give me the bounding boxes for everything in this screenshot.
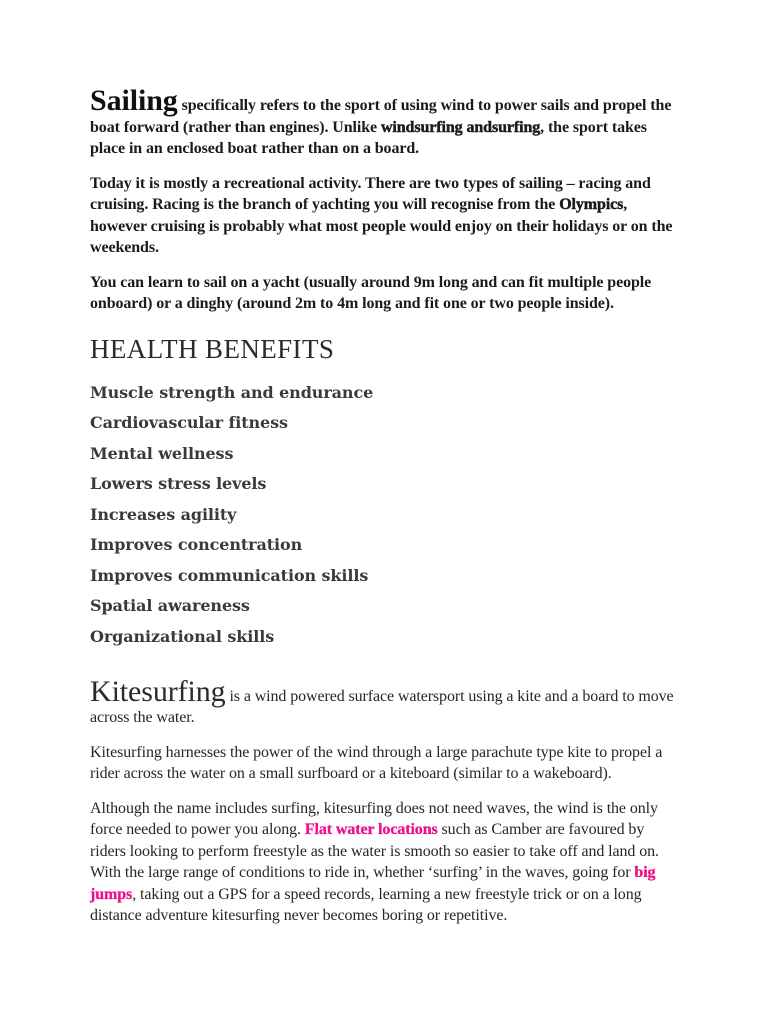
benefit-item: Improves concentration xyxy=(90,535,303,554)
kitesurfing-paragraph-3 xyxy=(90,798,682,927)
text-run: You can learn to sail on a yacht (usually around 9m long and can fit multiple people onboard) or a dinghy (around 2m to 4m long and fit one or two people inside). xyxy=(90,273,652,312)
benefit-item: Organizational skills xyxy=(90,626,275,646)
health-benefits-list xyxy=(90,384,682,645)
text-run: , however cruising is probably what most people would enjoy on their holidays or on the weekends. xyxy=(90,196,673,256)
text-run: , taking out a GPS for a speed records, learning a new freestyle trick or on a long distance adventure kitesurfing never becomes boring or repetitive. xyxy=(90,885,642,924)
benefit-item: Improves communication skills xyxy=(90,565,369,585)
inline-link[interactable]: big jumps xyxy=(90,864,656,903)
strong-text: Olympics xyxy=(559,196,624,213)
benefit-item: Muscle strength and endurance xyxy=(90,382,374,402)
text-run: such as Camber are favoured by riders looking to perform freestyle as the water is smooth so easier to take off and land on. With the large range of conditions to ride in, whether ‘surfing’ in the waves, going for xyxy=(90,821,659,881)
sailing-intro-paragraph xyxy=(90,84,682,160)
sailing-paragraph-2 xyxy=(90,173,682,259)
benefit-item: Increases agility xyxy=(90,504,237,524)
strong-text: windsurfing andsurfing xyxy=(380,118,541,136)
inline-link[interactable]: Flat water locations xyxy=(304,821,438,838)
benefit-item: Lowers stress levels xyxy=(90,474,267,493)
kitesurfing-intro-paragraph xyxy=(90,674,682,729)
inline-section-title: Kitesurfing xyxy=(90,674,226,708)
text-run: Kitesurfing harnesses the power of the wind through a large parachute type kite to propel a rider across the water on a small surfboard or a kiteboard (similar to a wakeboard). xyxy=(90,743,663,782)
sailing-paragraph-3 xyxy=(90,272,682,315)
benefit-item: Mental wellness xyxy=(90,443,234,463)
benefit-item: Spatial awareness xyxy=(90,596,250,615)
text-run: , the sport takes place in an enclosed boat rather than on a board. xyxy=(90,118,647,157)
kitesurfing-paragraph-2 xyxy=(90,742,682,785)
text-run: specifically refers to the sport of using wind to power sails and propel the boat forward (rather than engines). Unlike xyxy=(90,97,672,136)
text-run: Today it is mostly a recreational activity. There are two types of sailing – racing and cruising. Racing is the branch of yachting you will recognise from the xyxy=(90,174,651,213)
text-run: is a wind powered surface watersport using a kite and a board to move across the water. xyxy=(90,687,674,726)
benefit-item: Cardiovascular fitness xyxy=(90,413,288,432)
text-run: Although the name includes surfing, kitesurfing does not need waves, the wind is the only force needed to power you along. xyxy=(90,799,658,838)
health-benefits-heading: HEALTH BENEFITS xyxy=(90,333,335,364)
inline-section-title: Sailing xyxy=(90,84,178,117)
